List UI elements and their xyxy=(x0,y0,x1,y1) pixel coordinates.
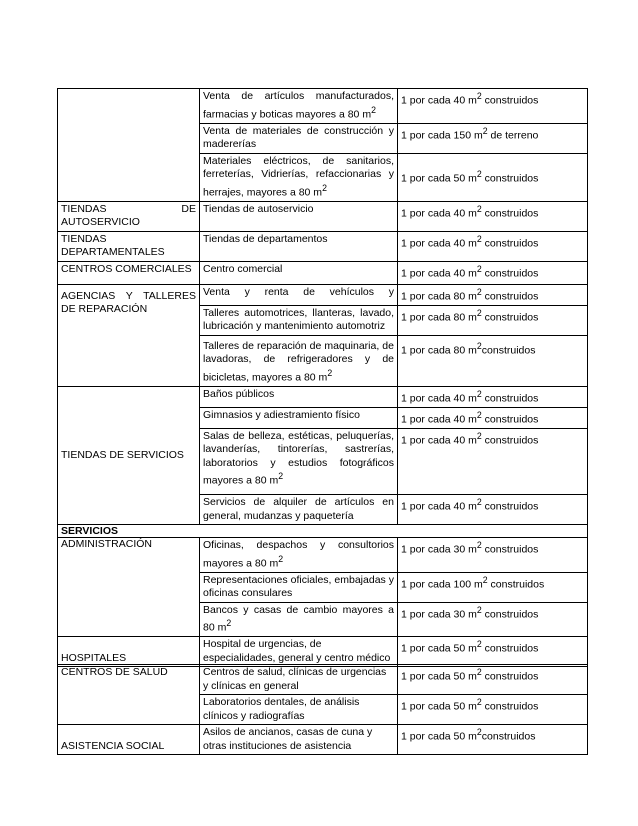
section-header: SERVICIOS xyxy=(58,525,588,538)
table-row xyxy=(58,261,588,284)
category-cell: ADMINISTRACIÓN xyxy=(58,538,200,637)
use-description: Servicios de alquiler de artículos en general, mudanzas y paquetería xyxy=(200,495,398,525)
use-description: Centro comercial xyxy=(200,261,398,284)
use-description: Venta de artículos manufacturados, farmacias y boticas mayores a 80 $m^2$ xyxy=(200,89,398,124)
use-description: Gimnasios y adiestramiento físico xyxy=(200,407,398,428)
use-description: Salas de belleza, estéticas, peluquerías, lavanderías, tintorerías, sastrerías, laboratorios y estudios fotográficos mayores a 80 $m^2$ xyxy=(200,428,398,495)
table-row xyxy=(58,89,588,124)
table-row xyxy=(58,284,588,305)
category-cell: HOSPITALES xyxy=(58,637,200,667)
section-header-row xyxy=(58,525,588,538)
parking-rule: 1 por cada 50 $m^2$ construidos xyxy=(398,637,588,667)
table-row xyxy=(58,231,588,261)
use-description: Talleres automotrices, llanteras, lavado, lubricación y mantenimiento automotriz xyxy=(200,305,398,335)
use-description: Oficinas, despachos y consultorios mayores a 80 $m^2$ xyxy=(200,538,398,573)
table-row xyxy=(58,201,588,231)
category-cell: CENTROS DE SALUD xyxy=(58,665,200,725)
parking-requirements-table-continued xyxy=(57,664,588,755)
parking-rule: 1 por cada 50 $m^2construidos$ xyxy=(398,725,588,755)
category-cell: ASISTENCIA SOCIAL xyxy=(58,725,200,755)
use-description: Asilos de ancianos, casas de cuna y otras instituciones de asistencia xyxy=(200,725,398,755)
table-row xyxy=(58,386,588,407)
parking-rule: 1 por cada 50 $m^2$ construidos xyxy=(398,665,588,695)
parking-rule: 1 por cada 30 $m^2$ construidos xyxy=(398,602,588,637)
use-description: Hospital de urgencias, de especialidades, general y centro médico xyxy=(200,637,398,667)
use-description: Baños públicos xyxy=(200,386,398,407)
table-row xyxy=(58,665,588,695)
use-description: Venta de materiales de construcción y madererías xyxy=(200,123,398,153)
table-row xyxy=(58,725,588,755)
category-cell: TIENDAS DE AUTOSERVICIO xyxy=(58,201,200,231)
use-description: Materiales eléctricos, de sanitarios, ferreterías, Vidrierías, refaccionarias y herrajes, mayores a 80 $m^2$ xyxy=(200,153,398,201)
use-description: Tiendas de departamentos xyxy=(200,231,398,261)
parking-rule: 1 por cada 40 $m^2$ construidos xyxy=(398,407,588,428)
parking-rule: 1 por cada 40 $m^2$ construidos xyxy=(398,386,588,407)
use-description: Bancos y casas de cambio mayores a 80 $m^2$ xyxy=(200,602,398,637)
table-row xyxy=(58,637,588,667)
use-description: Laboratorios dentales, de análisis clínicos y radiografías xyxy=(200,695,398,725)
parking-rule: 1 por cada 80 $m^2$ construidos xyxy=(398,284,588,305)
parking-rule: 1 por cada 40 $m^2$ construidos xyxy=(398,89,588,124)
use-description: Centros de salud, clínicas de urgencias y clínicas en general xyxy=(200,665,398,695)
category-cell: TIENDAS DEPARTAMENTALES xyxy=(58,231,200,261)
category-cell xyxy=(58,284,200,386)
parking-rule: 1 por cada 100 $m^2$ construidos xyxy=(398,572,588,602)
category-label: AGENCIAS Y TALLERES DE REPARACIÓN xyxy=(61,289,196,315)
use-description: Talleres de reparación de maquinaria, de lavadoras, de refrigeradores y de bicicletas, mayores a 80 $m^2$ xyxy=(200,335,398,386)
parking-rule: 1 por cada 40 $m^2$ construidos xyxy=(398,428,588,495)
category-label: CENTROS COMERCIALES xyxy=(61,262,192,275)
use-description: Tiendas de autoservicio xyxy=(200,201,398,231)
category-cell xyxy=(58,261,200,284)
parking-requirements-table xyxy=(57,88,588,667)
parking-rule: 1 por cada 30 $m^2$ construidos xyxy=(398,538,588,573)
use-description: Representaciones oficiales, embajadas y oficinas consulares xyxy=(200,572,398,602)
use-description: Venta y renta de vehículos y xyxy=(200,284,398,305)
parking-rule: 1 por cada 150 $m^2$ de terreno xyxy=(398,123,588,153)
parking-rule: 1 por cada 80 $m^2$ construidos xyxy=(398,305,588,335)
parking-rule: 1 por cada 80 $m^2construidos$ xyxy=(398,335,588,386)
table-row xyxy=(58,538,588,573)
parking-rule: 1 por cada 50 $m^2$ construidos xyxy=(398,695,588,725)
parking-rule: 1 por cada 40 $m^2$ construidos xyxy=(398,201,588,231)
parking-rule: 1 por cada 40 $m^2$ construidos xyxy=(398,231,588,261)
parking-rule: 1 por cada 40 $m^2$ construidos xyxy=(398,495,588,525)
parking-rule: 1 por cada 40 $m^2$ construidos xyxy=(398,261,588,284)
category-cell-empty xyxy=(58,89,200,202)
category-cell: TIENDAS DE SERVICIOS xyxy=(58,386,200,525)
parking-rule: 1 por cada 50 $m^2$ construidos xyxy=(398,153,588,201)
